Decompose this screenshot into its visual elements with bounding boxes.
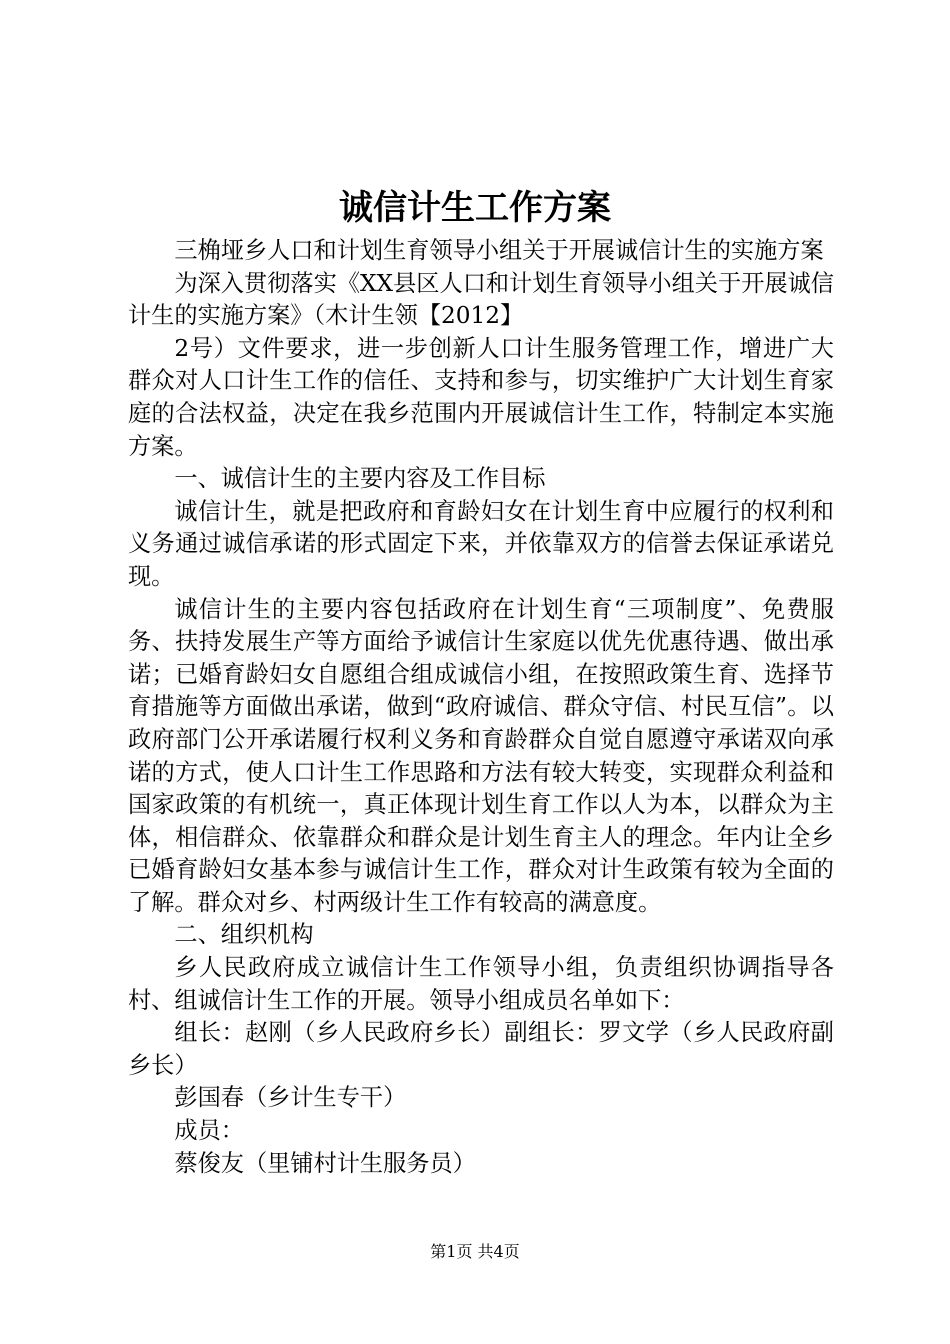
paragraph-member-peng: 彭国春（乡计生专干） <box>174 1084 407 1112</box>
page-number-footer: 第1页 共4页 <box>430 1242 520 1261</box>
document-body <box>128 235 834 1180</box>
section-heading-2: 二、组织机构 <box>174 921 314 949</box>
paragraph-member-cai: 蔡俊友（里铺村计生服务员） <box>174 1149 476 1177</box>
paragraph-organization: 乡人民政府成立诚信计生工作领导小组，负责组织协调指导各村、组诚信计生工作的开展。领导小组成员名单如下： <box>128 954 834 1014</box>
paragraph-subtitle: 三桷垭乡人口和计划生育领导小组关于开展诚信计生的实施方案 <box>174 237 824 264</box>
paragraph-requirements: 2号）文件要求，进一步创新人口计生服务管理工作，增进广大群众对人口计生工作的信任、支持和参与，切实维护广大计划生育家庭的合法权益，决定在我乡范围内开展诚信计生工作，特制定本实施方案。 <box>128 334 834 460</box>
section-heading-1: 一、诚信计生的主要内容及工作目标 <box>174 465 546 493</box>
paragraph-leaders: 组长：赵刚（乡人民政府乡长）副组长：罗文学（乡人民政府副乡长） <box>128 1019 834 1079</box>
paragraph-definition: 诚信计生，就是把政府和育龄妇女在计划生育中应履行的权利和义务通过诚信承诺的形式固定下来，并依靠双方的信誉去保证承诺兑现。 <box>128 497 834 590</box>
document-title: 诚信计生工作方案 <box>339 188 611 228</box>
paragraph-intro: 为深入贯彻落实《XX县区人口和计划生育领导小组关于开展诚信计生的实施方案》（木计生领【2012】 <box>128 269 834 330</box>
paragraph-main-content: 诚信计生的主要内容包括政府在计划生育“三项制度”、免费服务、扶持发展生产等方面给予诚信计生家庭以优先优惠待遇、做出承诺；已婚育龄妇女自愿组合组成诚信小组，在按照政策生育、选择节育措施等方面做出承诺，做到“政府诚信、群众守信、村民互信”。以政府部门公开承诺履行权利义务和育龄群众自觉自愿遵守承诺双向承诺的方式，使人口计生工作思路和方法有较大转变，实现群众利益和国家政策的有机统一，真正体现计划生育工作以人为本，以群众为主体，相信群众、依靠群众和群众是计划生育主人的理念。年内让全乡已婚育龄妇女基本参与诚信计生工作，群众对计生政策有较为全面的了解。群众对乡、村两级计生工作有较高的满意度。 <box>128 595 834 916</box>
paragraph-members-label: 成员： <box>174 1117 244 1145</box>
